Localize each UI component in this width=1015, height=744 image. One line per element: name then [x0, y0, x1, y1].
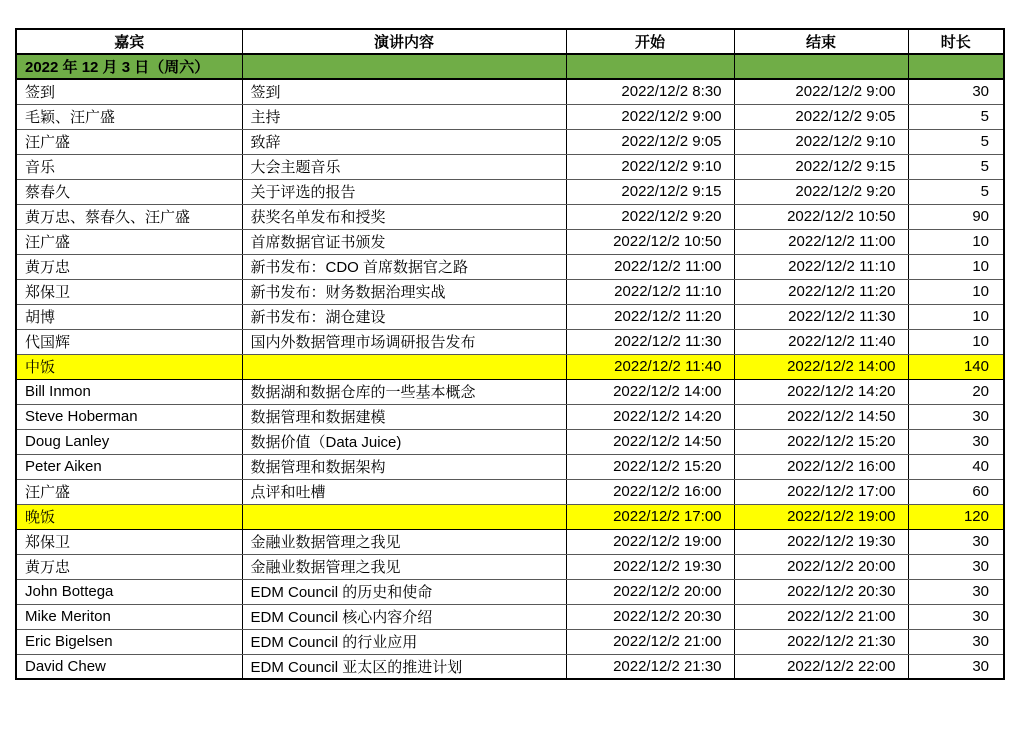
- end-cell: 2022/12/2 20:30: [734, 579, 908, 604]
- end-cell: 2022/12/2 11:20: [734, 279, 908, 304]
- guest-cell: Mike Meriton: [16, 604, 242, 629]
- content-cell: 大会主题音乐: [242, 154, 566, 179]
- duration-cell: 10: [908, 304, 1004, 329]
- end-cell: 2022/12/2 9:10: [734, 129, 908, 154]
- start-cell: 2022/12/2 21:00: [566, 629, 734, 654]
- table-row: [16, 129, 1004, 154]
- end-cell: 2022/12/2 19:00: [734, 504, 908, 529]
- start-cell: 2022/12/2 20:00: [566, 579, 734, 604]
- duration-cell: 30: [908, 629, 1004, 654]
- start-cell: 2022/12/2 14:50: [566, 429, 734, 454]
- guest-cell: 蔡春久: [16, 179, 242, 204]
- start-cell: 2022/12/2 17:00: [566, 504, 734, 529]
- end-cell: 2022/12/2 15:20: [734, 429, 908, 454]
- guest-cell: 黄万忠、蔡春久、汪广盛: [16, 204, 242, 229]
- end-cell: 2022/12/2 9:05: [734, 104, 908, 129]
- duration-cell: 90: [908, 204, 1004, 229]
- meal-break-row: [16, 504, 1004, 529]
- end-cell: 2022/12/2 21:00: [734, 604, 908, 629]
- start-cell: 2022/12/2 11:10: [566, 279, 734, 304]
- table-row: [16, 629, 1004, 654]
- table-row: [16, 254, 1004, 279]
- duration-cell: 20: [908, 379, 1004, 404]
- guest-cell: 晚饭: [16, 504, 242, 529]
- content-cell: 主持: [242, 104, 566, 129]
- content-cell: 数据价值（Data Juice): [242, 429, 566, 454]
- end-cell: 2022/12/2 17:00: [734, 479, 908, 504]
- end-cell: 2022/12/2 14:50: [734, 404, 908, 429]
- content-cell: EDM Council 的行业应用: [242, 629, 566, 654]
- end-cell: 2022/12/2 11:40: [734, 329, 908, 354]
- content-cell: EDM Council 核心内容介绍: [242, 604, 566, 629]
- duration-cell: 30: [908, 79, 1004, 104]
- duration-cell: 30: [908, 579, 1004, 604]
- table-row: [16, 429, 1004, 454]
- guest-cell: Doug Lanley: [16, 429, 242, 454]
- duration-cell: 10: [908, 254, 1004, 279]
- start-cell: 2022/12/2 11:00: [566, 254, 734, 279]
- content-cell: [242, 354, 566, 379]
- guest-cell: David Chew: [16, 654, 242, 679]
- guest-cell: Steve Hoberman: [16, 404, 242, 429]
- table-row: [16, 404, 1004, 429]
- duration-cell: 30: [908, 529, 1004, 554]
- column-header-end: 结束: [734, 29, 908, 54]
- guest-cell: 汪广盛: [16, 229, 242, 254]
- table-row: [16, 104, 1004, 129]
- table-row: [16, 279, 1004, 304]
- table-row: [16, 329, 1004, 354]
- duration-cell: 30: [908, 554, 1004, 579]
- duration-cell: 30: [908, 654, 1004, 679]
- start-cell: 2022/12/2 14:20: [566, 404, 734, 429]
- guest-cell: 签到: [16, 79, 242, 104]
- content-cell: 新书发布：财务数据治理实战: [242, 279, 566, 304]
- guest-cell: 郑保卫: [16, 529, 242, 554]
- guest-cell: 汪广盛: [16, 479, 242, 504]
- start-cell: 2022/12/2 20:30: [566, 604, 734, 629]
- end-cell: 2022/12/2 21:30: [734, 629, 908, 654]
- content-cell: 点评和吐槽: [242, 479, 566, 504]
- column-header-content: 演讲内容: [242, 29, 566, 54]
- duration-cell: 60: [908, 479, 1004, 504]
- end-cell: 2022/12/2 11:10: [734, 254, 908, 279]
- date-banner-row: [16, 54, 1004, 79]
- duration-cell: 5: [908, 104, 1004, 129]
- content-cell: 获奖名单发布和授奖: [242, 204, 566, 229]
- date-banner-empty-cell: [734, 54, 908, 79]
- start-cell: 2022/12/2 9:15: [566, 179, 734, 204]
- content-cell: 数据管理和数据架构: [242, 454, 566, 479]
- end-cell: 2022/12/2 10:50: [734, 204, 908, 229]
- duration-cell: 30: [908, 429, 1004, 454]
- guest-cell: 汪广盛: [16, 129, 242, 154]
- guest-cell: John Bottega: [16, 579, 242, 604]
- content-cell: 新书发布：CDO 首席数据官之路: [242, 254, 566, 279]
- guest-cell: 代国辉: [16, 329, 242, 354]
- duration-cell: 120: [908, 504, 1004, 529]
- table-row: [16, 454, 1004, 479]
- start-cell: 2022/12/2 9:05: [566, 129, 734, 154]
- start-cell: 2022/12/2 9:10: [566, 154, 734, 179]
- guest-cell: 中饭: [16, 354, 242, 379]
- content-cell: 签到: [242, 79, 566, 104]
- guest-cell: 黄万忠: [16, 254, 242, 279]
- table-row: [16, 529, 1004, 554]
- end-cell: 2022/12/2 20:00: [734, 554, 908, 579]
- duration-cell: 5: [908, 179, 1004, 204]
- table-row: [16, 204, 1004, 229]
- table-row: [16, 154, 1004, 179]
- column-header-duration: 时长: [908, 29, 1004, 54]
- table-row: [16, 379, 1004, 404]
- duration-cell: 40: [908, 454, 1004, 479]
- duration-cell: 10: [908, 279, 1004, 304]
- end-cell: 2022/12/2 16:00: [734, 454, 908, 479]
- end-cell: 2022/12/2 11:00: [734, 229, 908, 254]
- table-row: [16, 654, 1004, 679]
- column-header-start: 开始: [566, 29, 734, 54]
- table-row: [16, 479, 1004, 504]
- start-cell: 2022/12/2 8:30: [566, 79, 734, 104]
- meal-break-row: [16, 354, 1004, 379]
- guest-cell: 郑保卫: [16, 279, 242, 304]
- table-row: [16, 304, 1004, 329]
- content-cell: 数据湖和数据仓库的一些基本概念: [242, 379, 566, 404]
- start-cell: 2022/12/2 9:20: [566, 204, 734, 229]
- table-row: [16, 79, 1004, 104]
- start-cell: 2022/12/2 11:40: [566, 354, 734, 379]
- content-cell: EDM Council 亚太区的推进计划: [242, 654, 566, 679]
- duration-cell: 5: [908, 129, 1004, 154]
- guest-cell: 胡博: [16, 304, 242, 329]
- content-cell: 金融业数据管理之我见: [242, 554, 566, 579]
- date-banner-empty-cell: [242, 54, 566, 79]
- content-cell: 国内外数据管理市场调研报告发布: [242, 329, 566, 354]
- guest-cell: Bill Inmon: [16, 379, 242, 404]
- date-banner-label: 2022 年 12 月 3 日（周六）: [16, 54, 242, 79]
- start-cell: 2022/12/2 16:00: [566, 479, 734, 504]
- guest-cell: 音乐: [16, 154, 242, 179]
- content-cell: 致辞: [242, 129, 566, 154]
- end-cell: 2022/12/2 14:20: [734, 379, 908, 404]
- content-cell: 关于评选的报告: [242, 179, 566, 204]
- duration-cell: 140: [908, 354, 1004, 379]
- duration-cell: 10: [908, 229, 1004, 254]
- content-cell: [242, 504, 566, 529]
- end-cell: 2022/12/2 11:30: [734, 304, 908, 329]
- start-cell: 2022/12/2 19:00: [566, 529, 734, 554]
- header-row: [16, 29, 1004, 54]
- schedule-table: [15, 28, 1005, 680]
- duration-cell: 30: [908, 404, 1004, 429]
- content-cell: 新书发布：湖仓建设: [242, 304, 566, 329]
- table-row: [16, 229, 1004, 254]
- duration-cell: 10: [908, 329, 1004, 354]
- start-cell: 2022/12/2 14:00: [566, 379, 734, 404]
- start-cell: 2022/12/2 11:30: [566, 329, 734, 354]
- date-banner-empty-cell: [908, 54, 1004, 79]
- end-cell: 2022/12/2 19:30: [734, 529, 908, 554]
- duration-cell: 30: [908, 604, 1004, 629]
- start-cell: 2022/12/2 19:30: [566, 554, 734, 579]
- table-row: [16, 179, 1004, 204]
- content-cell: EDM Council 的历史和使命: [242, 579, 566, 604]
- end-cell: 2022/12/2 9:00: [734, 79, 908, 104]
- content-cell: 数据管理和数据建模: [242, 404, 566, 429]
- schedule-body: [16, 79, 1004, 679]
- end-cell: 2022/12/2 9:20: [734, 179, 908, 204]
- content-cell: 金融业数据管理之我见: [242, 529, 566, 554]
- guest-cell: 黄万忠: [16, 554, 242, 579]
- start-cell: 2022/12/2 11:20: [566, 304, 734, 329]
- start-cell: 2022/12/2 15:20: [566, 454, 734, 479]
- start-cell: 2022/12/2 10:50: [566, 229, 734, 254]
- guest-cell: 毛颖、汪广盛: [16, 104, 242, 129]
- column-header-guest: 嘉宾: [16, 29, 242, 54]
- guest-cell: Peter Aiken: [16, 454, 242, 479]
- date-banner-empty-cell: [566, 54, 734, 79]
- content-cell: 首席数据官证书颁发: [242, 229, 566, 254]
- guest-cell: Eric Bigelsen: [16, 629, 242, 654]
- duration-cell: 5: [908, 154, 1004, 179]
- end-cell: 2022/12/2 14:00: [734, 354, 908, 379]
- table-row: [16, 604, 1004, 629]
- end-cell: 2022/12/2 9:15: [734, 154, 908, 179]
- end-cell: 2022/12/2 22:00: [734, 654, 908, 679]
- start-cell: 2022/12/2 9:00: [566, 104, 734, 129]
- table-row: [16, 554, 1004, 579]
- start-cell: 2022/12/2 21:30: [566, 654, 734, 679]
- table-row: [16, 579, 1004, 604]
